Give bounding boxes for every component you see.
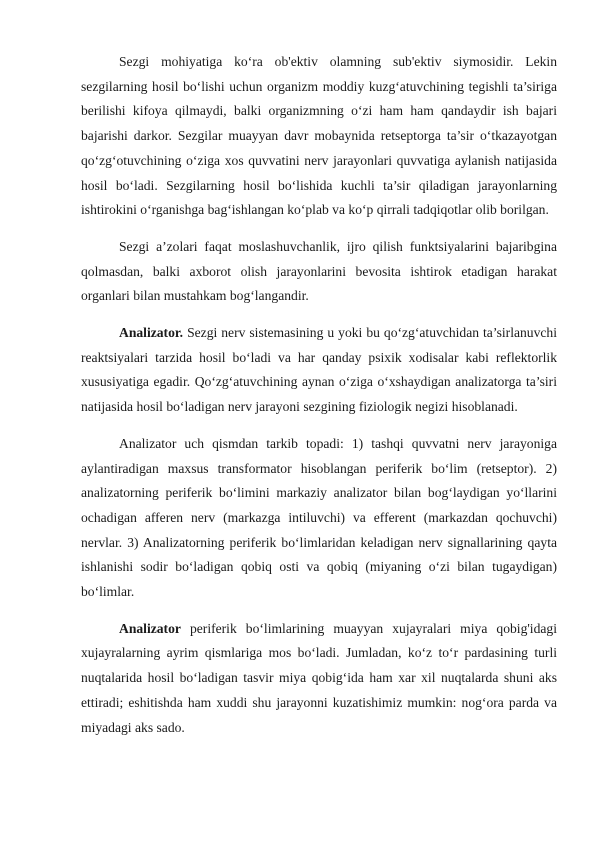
paragraph-text: Sezgi a’zolari faqat moslashuvchanlik, ijro qilish funktsiyalarini bajaribgina qolmasdan, balki axborot olish jarayonlarini bevosita ishtirok etadigan harakat organlari bilan mustahkam bog‘langandir. xyxy=(81,238,557,304)
paragraph-text: Analizator uch qismdan tarkib topadi: 1) tashqi quvvatni nerv jarayoniga aylantiradigan maxsus transformator hisoblangan periferik bo‘lim (retseptor). 2) analizatorning periferik bo‘limini markaziy analizator bilan bog‘laydigan yo‘llarini ochadigan afferen nerv (markazga intiluvchi) va efferent (markazdan qochuvchi) nervlar. 3) Analizatorning periferik bo‘limlaridan keladigan nerv signallarining qayta ishlanishi sodir bo‘ladigan qobiq osti va qobiq (miyaning o‘zi bilan tugaydigan) bo‘limlar. xyxy=(81,435,557,600)
paragraph-analyzer-periphery xyxy=(81,617,557,741)
paragraph-sense-organs xyxy=(81,235,557,309)
paragraph-lead: Analizator. xyxy=(119,325,184,341)
paragraph-text: periferik bo‘limlarining muayyan xujayralari miya qobig'idagi xujayralarning ayrim qismlariga mos bo‘ladi. Jumladan, ko‘z to‘r pardasining turli nuqtalarida hosil bo‘ladigan tasvir miya qobig‘ida ham xar xil nuqtalarda shuni aks ettiradi; eshitishda ham xuddi shu jarayonni kuzatishimiz mumkin: nog‘ora parda va miyadagi aks sado. xyxy=(81,620,557,735)
document-body xyxy=(81,50,557,752)
paragraph-text: Sezgi nerv sistemasining u yoki bu qo‘zg‘atuvchidan ta’sirlanuvchi reaktsiyalari tarzida hosil bo‘ladi va har qanday psixik xodisalar kabi reflektorlik xususiyatiga egadir. Qo‘zg‘atuvchining aynan o‘ziga o‘xshaydigan analizatorga ta’siri natijasida hosil bo‘ladigan nerv jarayoni sezgining fiziologik negizi hisoblanadi. xyxy=(81,325,557,415)
paragraph-sensation-nature xyxy=(81,50,557,223)
paragraph-text: Sezgi mohiyatiga ko‘ra ob'ektiv olamning sub'ektiv siymosidir. Lekin sezgilarning hosil bo‘lishi uchun organizm moddiy kuzg‘atuvchining tegishli ta’siriga berilishi kifoya qilmaydi, balki organizmning o‘zi ham ham qandaydir ish bajari bajarishi darkor. Sezgilar muayyan davr mobaynida retseptorga ta’sir o‘tkazayotgan qo‘zg‘otuvchining o‘ziga xos quvvatini nerv jarayonlari quvvatiga aylanish natijasida hosil bo‘ladi. Sezgilarning hosil bo‘lishida kuchli ta’sir qiladigan jarayonlarning ishtirokini o‘rganishga bag‘ishlangan ko‘plab va ko‘p qirrali tadqiqotlar olib borilgan. xyxy=(81,54,557,218)
paragraph-lead: Analizator xyxy=(119,620,181,636)
paragraph-analyzer-parts xyxy=(81,432,557,605)
paragraph-analyzer-definition xyxy=(81,321,557,420)
